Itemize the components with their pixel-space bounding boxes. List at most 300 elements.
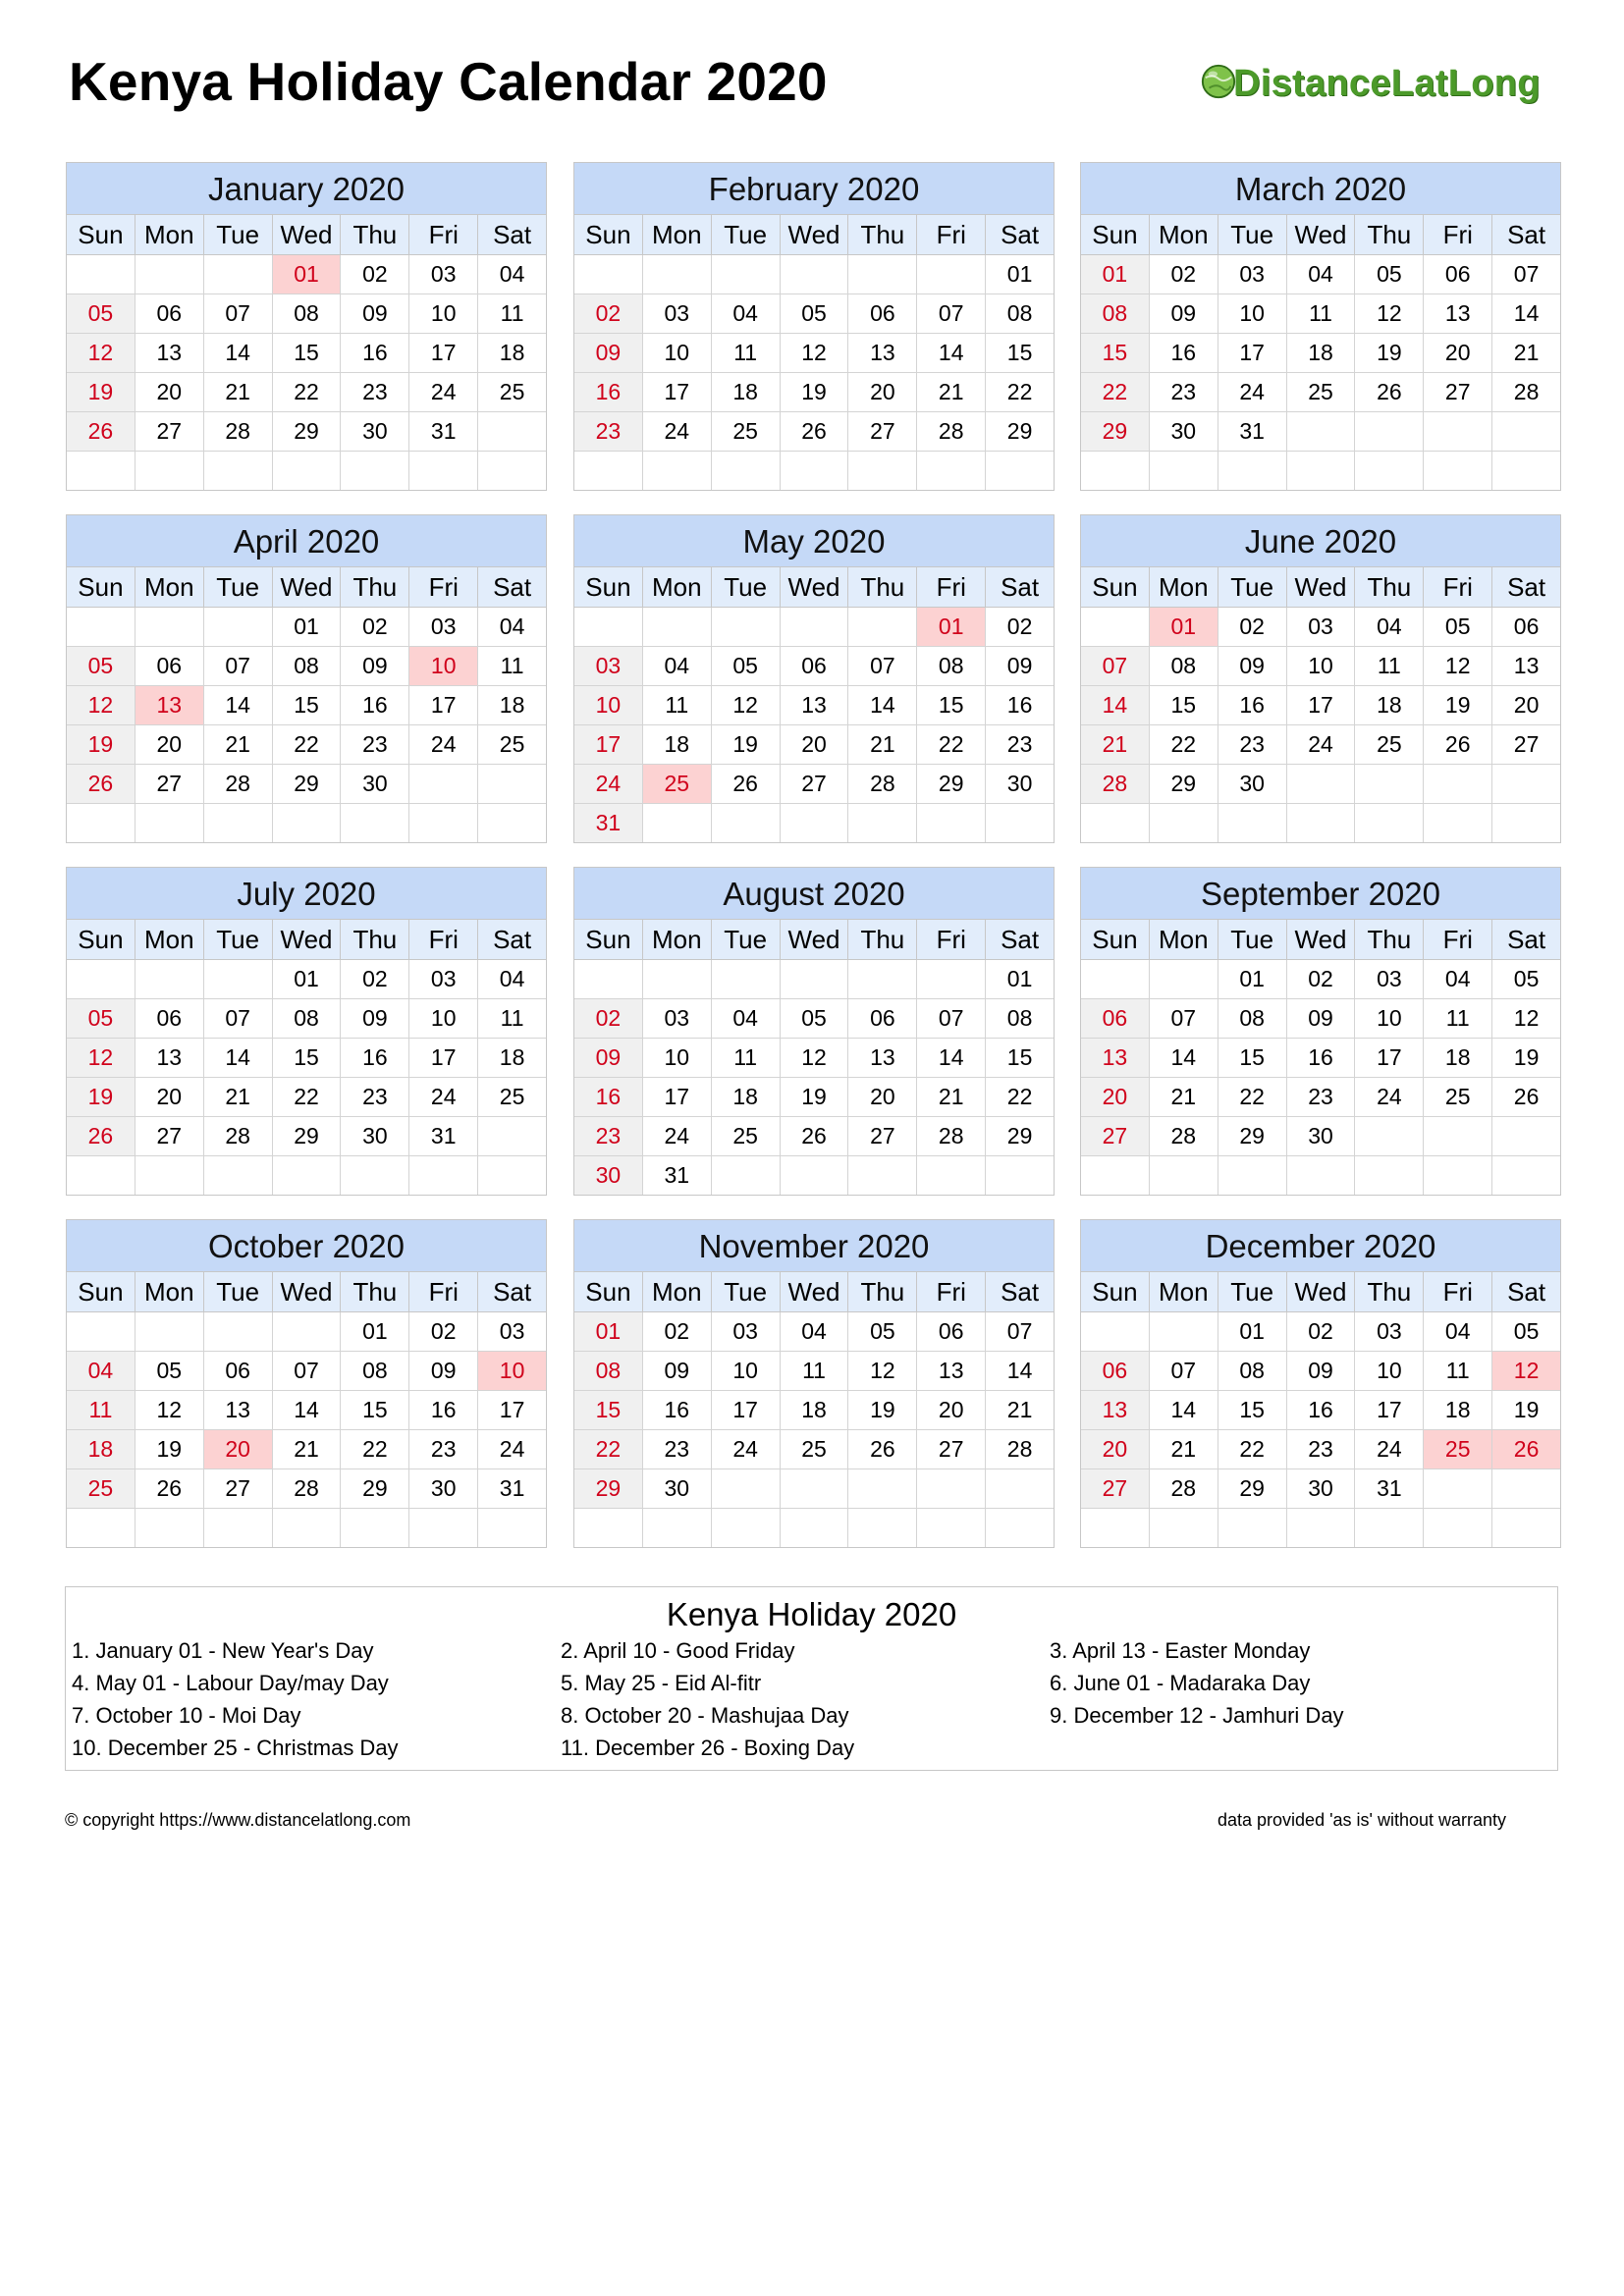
weekday-label: Thu xyxy=(1355,215,1424,254)
empty-day-cell xyxy=(917,1469,986,1508)
week-row xyxy=(574,1039,1054,1078)
empty-day-cell xyxy=(204,960,273,998)
week-row xyxy=(574,804,1054,842)
day-cell: 24 xyxy=(409,1078,478,1116)
week-row xyxy=(1081,1352,1560,1391)
empty-day-cell xyxy=(917,255,986,294)
day-cell: 07 xyxy=(204,294,273,333)
day-cell: 02 xyxy=(574,294,643,333)
holiday-item: 10. December 25 - Christmas Day xyxy=(72,1735,399,1760)
day-cell: 12 xyxy=(1424,647,1492,685)
empty-day-cell xyxy=(1150,1156,1218,1195)
day-cell: 27 xyxy=(1513,731,1540,757)
day-cell: 17 xyxy=(409,334,478,372)
month-calendar xyxy=(66,514,547,843)
day-cell: 09 xyxy=(574,334,643,372)
empty-day-cell xyxy=(1287,452,1356,490)
week-row xyxy=(1081,1312,1560,1352)
day-cell: 12 xyxy=(781,1039,849,1077)
empty-day-cell xyxy=(478,765,546,803)
day-cell: 30 xyxy=(341,765,409,803)
weekday-label: Tue xyxy=(204,1272,273,1311)
empty-day-cell xyxy=(1081,1509,1150,1547)
day-cell: 09 xyxy=(1150,294,1218,333)
empty-day-cell xyxy=(204,1509,273,1547)
weekday-label: Thu xyxy=(1355,1272,1424,1311)
month-title: August 2020 xyxy=(574,868,1054,920)
weekday-label: Sun xyxy=(1081,920,1150,959)
day-cell: 25 xyxy=(1355,725,1424,764)
month-calendar xyxy=(1080,1219,1561,1548)
week-row xyxy=(67,1039,546,1078)
weekday-header-row xyxy=(1081,215,1560,255)
day-cell: 29 xyxy=(273,412,342,451)
weekday-label: Tue xyxy=(712,567,781,607)
day-cell: 10 xyxy=(409,294,478,333)
day-cell: 08 xyxy=(273,294,342,333)
day-cell: 17 xyxy=(712,1391,781,1429)
week-row xyxy=(574,412,1054,452)
week-row xyxy=(67,1117,546,1156)
week-row xyxy=(67,373,546,412)
weekday-header-row xyxy=(1081,1272,1560,1312)
empty-day-cell xyxy=(135,452,204,490)
day-cell: 31 xyxy=(409,412,478,451)
week-row xyxy=(67,1156,546,1195)
weekday-label: Fri xyxy=(409,215,478,254)
weekday-header-row xyxy=(574,215,1054,255)
week-row xyxy=(574,725,1054,765)
day-cell: 29 xyxy=(574,1469,643,1508)
day-cell: 20 xyxy=(917,1391,986,1429)
day-cell: 22 xyxy=(1081,373,1150,411)
day-cell: 08 xyxy=(1150,647,1218,685)
empty-day-cell xyxy=(643,255,712,294)
week-row xyxy=(1081,255,1560,294)
day-cell: 16 xyxy=(1150,334,1218,372)
holiday-item: 4. May 01 - Labour Day/may Day xyxy=(72,1671,389,1695)
day-cell: 18 xyxy=(1355,686,1424,724)
empty-day-cell xyxy=(1424,452,1492,490)
day-cell: 17 xyxy=(643,373,712,411)
weekday-label: Thu xyxy=(341,215,409,254)
day-cell: 25 xyxy=(781,1430,849,1468)
holiday-day-cell: 01 xyxy=(1150,608,1218,646)
weekday-label: Sun xyxy=(574,215,643,254)
empty-day-cell xyxy=(204,804,273,842)
empty-day-cell xyxy=(1081,608,1150,646)
day-cell: 30 xyxy=(1218,765,1287,803)
day-cell: 31 xyxy=(574,804,643,842)
day-cell: 04 xyxy=(712,999,781,1038)
day-cell: 14 xyxy=(273,1391,342,1429)
day-cell: 07 xyxy=(1006,1318,1033,1344)
day-cell: 13 xyxy=(917,1352,986,1390)
day-cell: 09 xyxy=(1218,647,1287,685)
day-cell: 14 xyxy=(1150,1391,1218,1429)
day-cell: 28 xyxy=(204,1117,273,1155)
empty-day-cell xyxy=(712,804,781,842)
month-calendar xyxy=(66,162,547,491)
day-cell: 17 xyxy=(1218,334,1287,372)
day-cell: 22 xyxy=(1006,379,1033,404)
day-cell: 04 xyxy=(67,1352,135,1390)
week-row xyxy=(1081,725,1560,765)
day-cell: 25 xyxy=(712,412,781,451)
week-row xyxy=(67,1391,546,1430)
day-cell: 30 xyxy=(1287,1117,1356,1155)
day-cell: 05 xyxy=(712,647,781,685)
day-cell: 11 xyxy=(781,1352,849,1390)
month-calendar xyxy=(573,162,1055,491)
weekday-label: Sat xyxy=(1001,925,1040,954)
day-cell: 29 xyxy=(1081,412,1150,451)
empty-day-cell xyxy=(1150,452,1218,490)
day-cell: 18 xyxy=(1287,334,1356,372)
day-cell: 01 xyxy=(1006,261,1033,287)
week-row xyxy=(574,765,1054,804)
empty-day-cell xyxy=(781,608,849,646)
day-cell: 27 xyxy=(204,1469,273,1508)
empty-day-cell xyxy=(1081,804,1150,842)
day-cell: 27 xyxy=(917,1430,986,1468)
week-row xyxy=(1081,373,1560,412)
day-cell: 18 xyxy=(1424,1391,1492,1429)
day-cell: 21 xyxy=(273,1430,342,1468)
empty-day-cell xyxy=(478,1509,546,1547)
day-cell: 15 xyxy=(917,686,986,724)
day-cell: 30 xyxy=(1006,771,1033,796)
day-cell: 19 xyxy=(135,1430,204,1468)
day-cell: 23 xyxy=(574,412,643,451)
day-cell: 21 xyxy=(204,1078,273,1116)
day-cell: 01 xyxy=(1218,960,1287,998)
day-cell: 21 xyxy=(1150,1078,1218,1116)
day-cell: 08 xyxy=(1218,1352,1287,1390)
day-cell: 28 xyxy=(848,765,917,803)
day-cell: 15 xyxy=(574,1391,643,1429)
day-cell: 23 xyxy=(1287,1078,1356,1116)
day-cell: 15 xyxy=(341,1391,409,1429)
day-cell: 21 xyxy=(204,725,273,764)
empty-day-cell xyxy=(1424,1469,1492,1508)
day-cell: 17 xyxy=(643,1078,712,1116)
empty-day-cell xyxy=(1081,1312,1150,1351)
day-cell: 27 xyxy=(848,412,917,451)
weekday-label: Sun xyxy=(67,1272,135,1311)
empty-day-cell xyxy=(781,1509,849,1547)
holiday-item: 1. January 01 - New Year's Day xyxy=(72,1638,374,1663)
day-cell: 03 xyxy=(1355,1312,1424,1351)
month-title: November 2020 xyxy=(574,1220,1054,1272)
day-cell: 21 xyxy=(1513,340,1540,365)
day-cell: 04 xyxy=(499,614,525,639)
empty-day-cell xyxy=(478,1117,546,1155)
empty-day-cell xyxy=(273,1509,342,1547)
empty-day-cell xyxy=(781,452,849,490)
empty-day-cell xyxy=(712,1509,781,1547)
empty-day-cell xyxy=(848,452,917,490)
day-cell: 17 xyxy=(1355,1391,1424,1429)
day-cell: 23 xyxy=(341,725,409,764)
day-cell: 29 xyxy=(1218,1469,1287,1508)
day-cell: 20 xyxy=(781,725,849,764)
holiday-day-cell: 25 xyxy=(1424,1430,1492,1468)
week-row xyxy=(1081,647,1560,686)
day-cell: 05 xyxy=(1355,255,1424,294)
empty-day-cell xyxy=(341,804,409,842)
day-cell: 20 xyxy=(1513,692,1540,718)
empty-day-cell xyxy=(574,608,643,646)
day-cell: 10 xyxy=(643,1039,712,1077)
day-cell: 22 xyxy=(1218,1078,1287,1116)
empty-day-cell xyxy=(204,452,273,490)
day-cell: 02 xyxy=(1287,1312,1356,1351)
day-cell: 16 xyxy=(409,1391,478,1429)
day-cell: 02 xyxy=(1006,614,1033,639)
month-calendar xyxy=(1080,514,1561,843)
day-cell: 30 xyxy=(643,1469,712,1508)
day-cell: 16 xyxy=(574,373,643,411)
week-row xyxy=(1081,960,1560,999)
week-row xyxy=(1081,1509,1560,1547)
day-cell: 29 xyxy=(273,765,342,803)
day-cell: 17 xyxy=(1287,686,1356,724)
month-title: October 2020 xyxy=(67,1220,546,1272)
day-cell: 12 xyxy=(67,1039,135,1077)
week-row xyxy=(574,1391,1054,1430)
day-cell: 19 xyxy=(1513,1044,1540,1070)
day-cell: 22 xyxy=(574,1430,643,1468)
day-cell: 17 xyxy=(499,1397,525,1422)
empty-day-cell xyxy=(712,255,781,294)
weekday-label: Sun xyxy=(67,215,135,254)
day-cell: 13 xyxy=(135,1039,204,1077)
empty-day-cell xyxy=(478,452,546,490)
day-cell: 31 xyxy=(1218,412,1287,451)
day-cell: 07 xyxy=(917,294,986,333)
week-row xyxy=(1081,804,1560,842)
empty-day-cell xyxy=(1492,765,1560,803)
day-cell: 27 xyxy=(1081,1469,1150,1508)
day-cell: 05 xyxy=(781,999,849,1038)
day-cell: 29 xyxy=(1006,418,1033,444)
weekday-label: Thu xyxy=(848,1272,917,1311)
day-cell: 17 xyxy=(409,686,478,724)
disclaimer-text: data provided 'as is' without warranty xyxy=(1218,1810,1507,1830)
day-cell: 02 xyxy=(341,608,409,646)
day-cell: 08 xyxy=(273,999,342,1038)
day-cell: 27 xyxy=(848,1117,917,1155)
day-cell: 01 xyxy=(574,1312,643,1351)
week-row xyxy=(1081,1469,1560,1509)
empty-day-cell xyxy=(1218,1156,1287,1195)
weekday-header-row xyxy=(67,920,546,960)
month-title: May 2020 xyxy=(574,515,1054,567)
empty-day-cell xyxy=(1424,1117,1492,1155)
day-cell: 16 xyxy=(1287,1039,1356,1077)
day-cell: 26 xyxy=(67,765,135,803)
day-cell: 21 xyxy=(1081,725,1150,764)
weekday-header-row xyxy=(574,920,1054,960)
day-cell: 21 xyxy=(917,1078,986,1116)
empty-day-cell xyxy=(341,1156,409,1195)
weekday-label: Wed xyxy=(1287,1272,1356,1311)
weekday-label: Fri xyxy=(917,215,986,254)
day-cell: 04 xyxy=(499,966,525,991)
day-cell: 30 xyxy=(1287,1469,1356,1508)
day-cell: 01 xyxy=(341,1312,409,1351)
day-cell: 05 xyxy=(135,1352,204,1390)
weekday-label: Mon xyxy=(1150,567,1218,607)
week-row xyxy=(574,1078,1054,1117)
day-cell: 13 xyxy=(848,1039,917,1077)
day-cell: 10 xyxy=(1287,647,1356,685)
day-cell: 13 xyxy=(1081,1039,1150,1077)
empty-day-cell xyxy=(67,1156,135,1195)
day-cell: 03 xyxy=(643,294,712,333)
day-cell: 19 xyxy=(781,373,849,411)
day-cell: 05 xyxy=(1513,1318,1540,1344)
day-cell: 18 xyxy=(67,1430,135,1468)
weekday-label: Tue xyxy=(1218,920,1287,959)
empty-day-cell xyxy=(643,452,712,490)
week-row xyxy=(67,765,546,804)
week-row xyxy=(67,686,546,725)
week-row xyxy=(1081,1117,1560,1156)
day-cell: 19 xyxy=(67,1078,135,1116)
weekday-label: Sun xyxy=(574,567,643,607)
day-cell: 01 xyxy=(1218,1312,1287,1351)
week-row xyxy=(574,334,1054,373)
empty-day-cell xyxy=(1150,804,1218,842)
empty-day-cell xyxy=(409,804,478,842)
empty-day-cell xyxy=(643,960,712,998)
weekday-label: Wed xyxy=(1287,920,1356,959)
day-cell: 15 xyxy=(1218,1391,1287,1429)
weekday-label: Fri xyxy=(409,567,478,607)
weekday-label: Fri xyxy=(1424,1272,1492,1311)
empty-day-cell xyxy=(1424,804,1492,842)
week-row xyxy=(574,960,1054,999)
day-cell: 07 xyxy=(848,647,917,685)
day-cell: 18 xyxy=(712,1078,781,1116)
day-cell: 07 xyxy=(204,647,273,685)
day-cell: 07 xyxy=(204,999,273,1038)
empty-day-cell xyxy=(917,804,986,842)
day-cell: 29 xyxy=(273,1117,342,1155)
day-cell: 17 xyxy=(574,725,643,764)
day-cell: 19 xyxy=(781,1078,849,1116)
day-cell: 03 xyxy=(1355,960,1424,998)
day-cell: 02 xyxy=(643,1312,712,1351)
logo[interactable] xyxy=(1200,51,1541,112)
day-cell: 20 xyxy=(135,1078,204,1116)
weekday-label: Sun xyxy=(574,920,643,959)
day-cell: 11 xyxy=(712,1039,781,1077)
weekday-label: Tue xyxy=(204,567,273,607)
holiday-item: 5. May 25 - Eid Al-fitr xyxy=(561,1671,762,1695)
day-cell: 24 xyxy=(1355,1078,1424,1116)
day-cell: 30 xyxy=(409,1469,478,1508)
day-cell: 23 xyxy=(1150,373,1218,411)
empty-day-cell xyxy=(1492,1156,1560,1195)
day-cell: 12 xyxy=(1513,1005,1540,1031)
day-cell: 16 xyxy=(341,686,409,724)
day-cell: 04 xyxy=(1355,608,1424,646)
empty-day-cell xyxy=(1218,804,1287,842)
empty-day-cell xyxy=(574,960,643,998)
month-title: December 2020 xyxy=(1081,1220,1560,1272)
weekday-label: Sat xyxy=(1507,925,1546,954)
weekday-label: Sat xyxy=(1507,1277,1546,1307)
empty-day-cell xyxy=(986,1509,1054,1547)
holiday-day-cell: 01 xyxy=(917,608,986,646)
day-cell: 02 xyxy=(409,1312,478,1351)
weekday-label: Thu xyxy=(341,567,409,607)
day-cell: 14 xyxy=(1006,1358,1033,1383)
day-cell: 23 xyxy=(643,1430,712,1468)
month-calendar xyxy=(66,867,547,1196)
day-cell: 19 xyxy=(67,725,135,764)
day-cell: 18 xyxy=(499,340,525,365)
day-cell: 26 xyxy=(1513,1084,1540,1109)
weekday-label: Mon xyxy=(643,215,712,254)
holiday-item: 2. April 10 - Good Friday xyxy=(561,1638,795,1663)
day-cell: 24 xyxy=(1287,725,1356,764)
holiday-item: 9. December 12 - Jamhuri Day xyxy=(1050,1703,1344,1728)
week-row xyxy=(1081,1039,1560,1078)
empty-day-cell xyxy=(1355,412,1424,451)
empty-day-cell xyxy=(409,1156,478,1195)
empty-day-cell xyxy=(848,255,917,294)
day-cell: 18 xyxy=(781,1391,849,1429)
empty-day-cell xyxy=(574,452,643,490)
day-cell: 31 xyxy=(643,1156,712,1195)
week-row xyxy=(67,452,546,490)
day-cell: 14 xyxy=(1150,1039,1218,1077)
weekday-label: Wed xyxy=(781,1272,849,1311)
weekday-label: Thu xyxy=(1355,920,1424,959)
empty-day-cell xyxy=(1492,1117,1560,1155)
day-cell: 15 xyxy=(1218,1039,1287,1077)
day-cell: 01 xyxy=(1006,966,1033,991)
weekday-header-row xyxy=(574,1272,1054,1312)
empty-day-cell xyxy=(67,452,135,490)
day-cell: 11 xyxy=(1287,294,1356,333)
weekday-label: Mon xyxy=(135,920,204,959)
day-cell: 20 xyxy=(1081,1078,1150,1116)
day-cell: 15 xyxy=(1081,334,1150,372)
day-cell: 22 xyxy=(273,725,342,764)
day-cell: 29 xyxy=(341,1469,409,1508)
holiday-item: 7. October 10 - Moi Day xyxy=(72,1703,301,1728)
week-row xyxy=(67,294,546,334)
weekday-label: Tue xyxy=(1218,215,1287,254)
day-cell: 20 xyxy=(135,725,204,764)
empty-day-cell xyxy=(409,1509,478,1547)
day-cell: 28 xyxy=(1150,1469,1218,1508)
day-cell: 16 xyxy=(574,1078,643,1116)
day-cell: 04 xyxy=(781,1312,849,1351)
holiday-item: 6. June 01 - Madaraka Day xyxy=(1050,1671,1311,1695)
day-cell: 28 xyxy=(1081,765,1150,803)
day-cell: 19 xyxy=(1355,334,1424,372)
day-cell: 08 xyxy=(273,647,342,685)
day-cell: 04 xyxy=(499,261,525,287)
weekday-label: Tue xyxy=(1218,1272,1287,1311)
day-cell: 20 xyxy=(1081,1430,1150,1468)
